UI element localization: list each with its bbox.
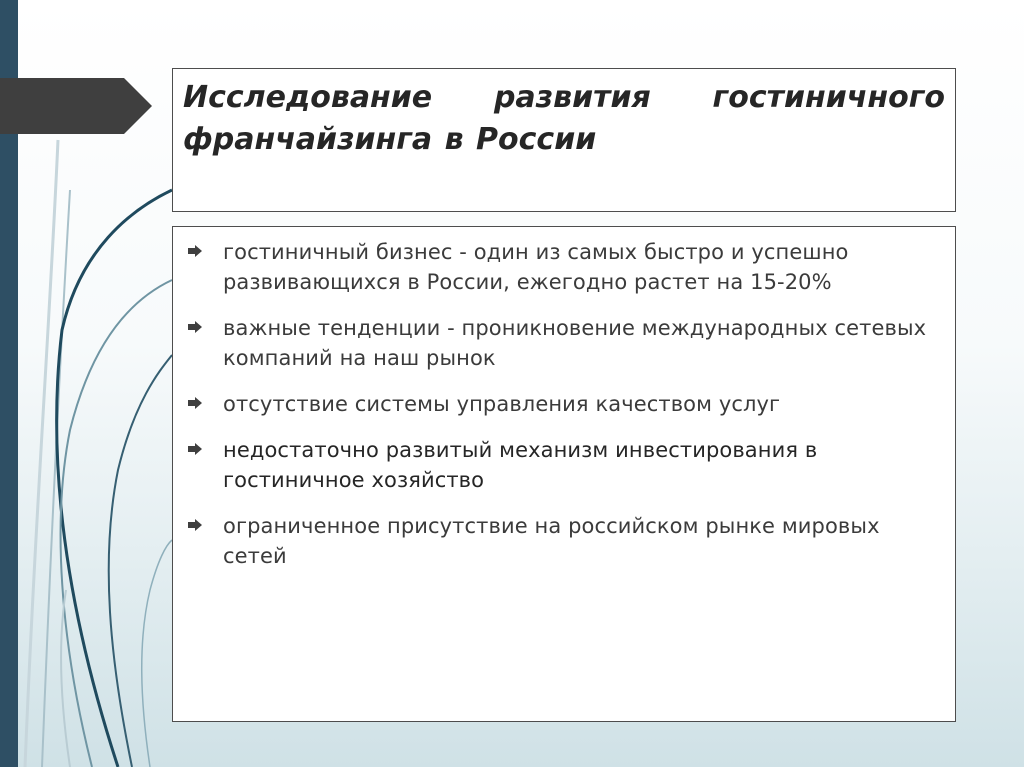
bullet-text: ограниченное присутствие на российском рынке мировых сетей bbox=[223, 514, 880, 568]
list-item bbox=[185, 435, 945, 495]
title-box bbox=[172, 68, 956, 212]
arrow-right-icon bbox=[188, 245, 202, 257]
arrow-right-icon bbox=[188, 321, 202, 333]
bullet-text: гостиничный бизнес - один из самых быстро и успешно развивающихся в России, ежегодно растет на 15-20% bbox=[223, 240, 849, 294]
bullet-text: важные тенденции - проникновение международных сетевых компаний на наш рынок bbox=[223, 316, 927, 370]
bullet-text: отсутствие системы управления качеством услуг bbox=[223, 392, 781, 416]
list-item bbox=[185, 389, 945, 419]
bullet-text: недостаточно развитый механизм инвестирования в гостиничное хозяйство bbox=[223, 438, 818, 492]
slide-title: Исследование развития гостиничного франчайзинга в России bbox=[183, 80, 945, 157]
arrow-right-icon bbox=[188, 443, 202, 455]
arrow-right-icon bbox=[188, 397, 202, 409]
bullet-list bbox=[185, 237, 945, 587]
list-item bbox=[185, 511, 945, 571]
list-item bbox=[185, 313, 945, 373]
content-box bbox=[172, 226, 956, 722]
list-item bbox=[185, 237, 945, 297]
arrow-right-icon bbox=[188, 519, 202, 531]
